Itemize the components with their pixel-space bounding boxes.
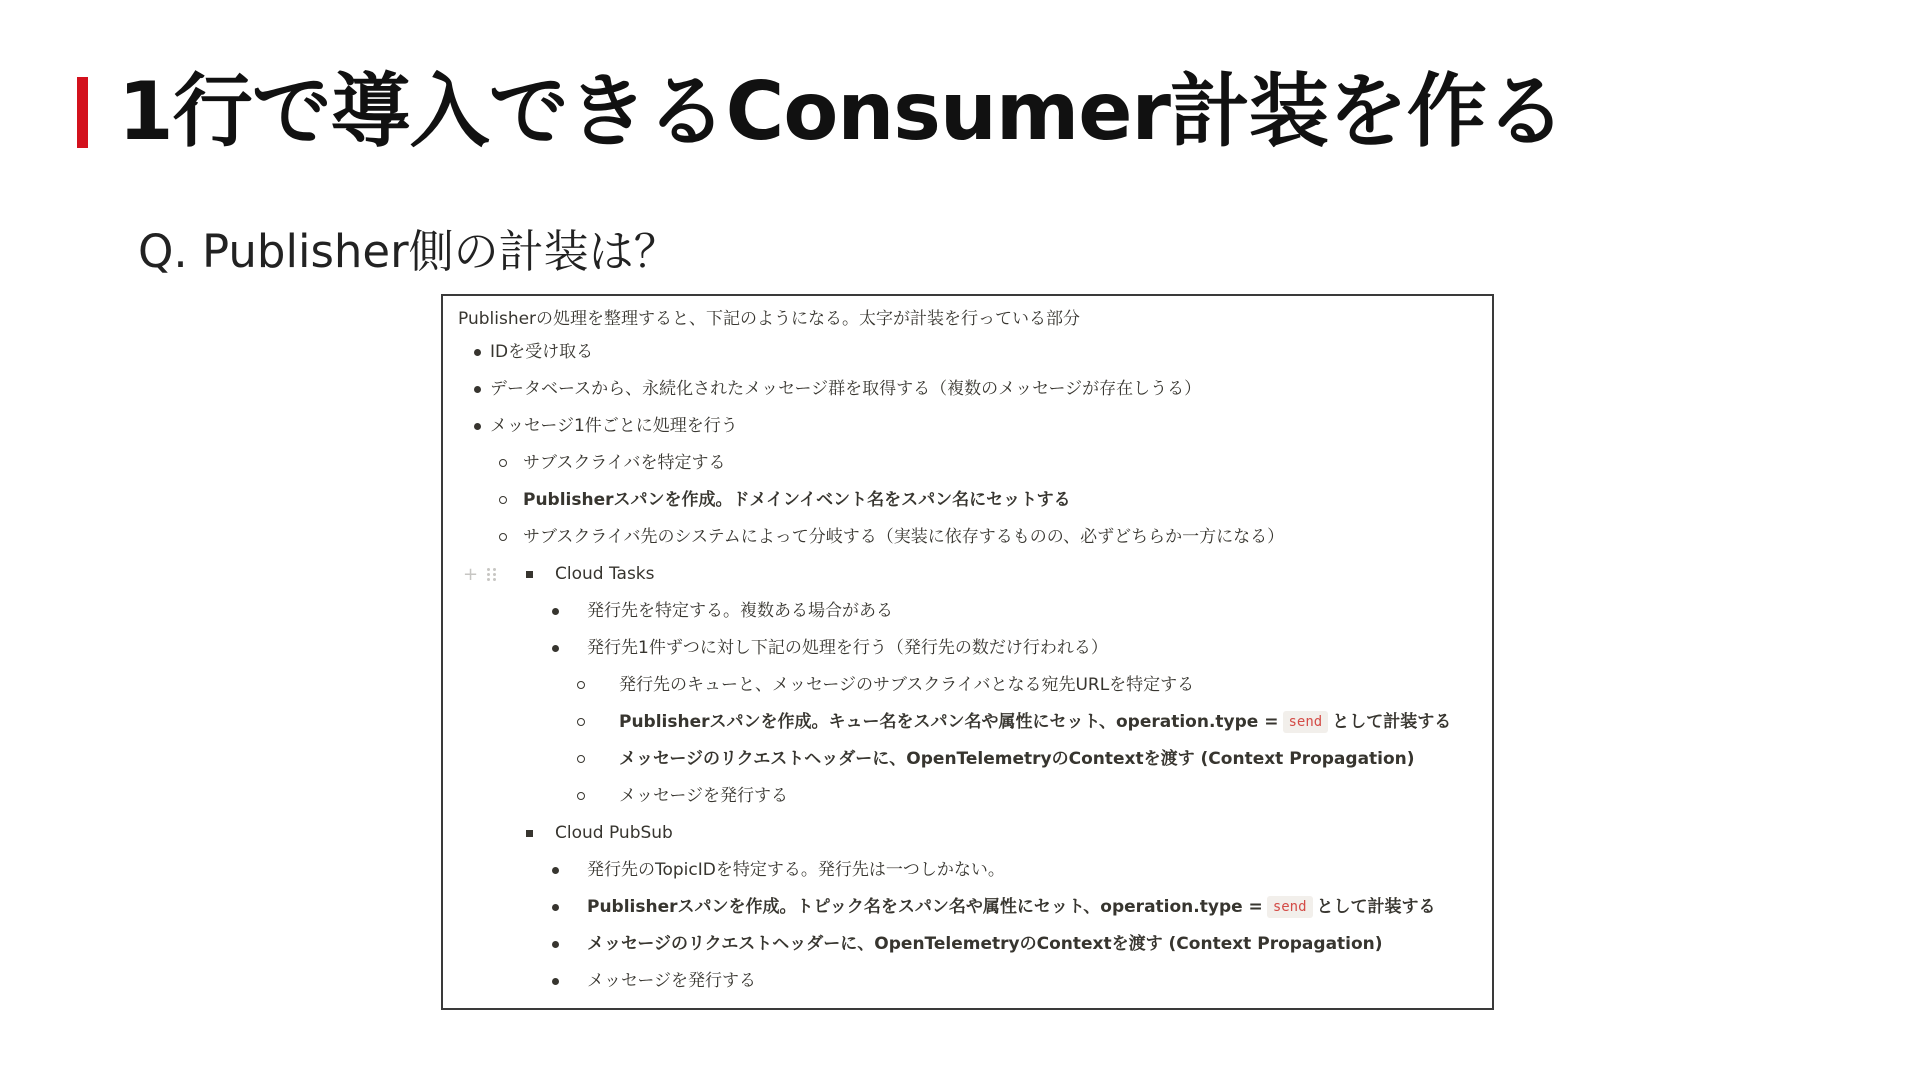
list-item-text [587,926,1383,963]
list-item-text [523,445,725,482]
bullet-circle-icon [573,667,589,704]
list-item-text [619,778,788,815]
list-item-label: 発行先のキューと、メッセージのサブスクライバとなる宛先URLを特定する [619,675,1195,695]
inline-code: send [1283,711,1329,733]
list-item-text [523,519,1284,556]
drag-handle-icon[interactable] [487,568,497,582]
list-item-text [587,630,1108,667]
list-item [443,556,1492,593]
list-item [443,519,1492,556]
bullet-disc-icon [547,963,563,1000]
list-item-text [555,556,655,593]
list-item-label: Publisherスパンを作成。ドメインイベント名をスパン名にセットする [523,490,1071,510]
title-accent-bar [77,77,88,148]
bullet-circle-icon [573,704,589,741]
bullet-circle-icon [495,519,511,556]
list-item [443,778,1492,815]
bullet-circle-icon [573,741,589,778]
list-item [443,667,1492,704]
question-heading: Q. Publisher側の計装は？ [138,225,679,278]
list-item [443,926,1492,963]
list-item-text [490,408,738,445]
document-screenshot [441,294,1494,1010]
bullet-circle-icon [573,778,589,815]
bullet-circle-icon [495,482,511,519]
bullet-square-icon [521,556,537,593]
list-item-label: サブスクライバ先のシステムによって分岐する（実装に依存するものの、必ずどちらか一方になる） [523,527,1285,547]
bullet-disc-icon [547,852,563,889]
list-item-label: メッセージのリクエストヘッダーに、OpenTelemetryのContextを渡す (Context Propagation) [587,934,1383,954]
list-item-label-suffix: として計装する [1316,897,1436,917]
bullet-disc-icon [547,593,563,630]
bullet-disc-icon [469,334,485,371]
bullet-disc-icon [547,926,563,963]
list-item-text [523,482,1071,519]
list-item-label: メッセージを発行する [587,971,756,991]
list-item-label: Publisherスパンを作成。キュー名をスパン名や属性にセット、operation.type = [619,712,1279,732]
plus-icon[interactable]: + [463,564,479,585]
list-item [443,630,1492,667]
list-item [443,815,1492,852]
block-handle[interactable] [463,556,507,593]
list-item [443,704,1492,741]
bullet-disc-icon [469,371,485,408]
list-item-label: データベースから、永続化されたメッセージ群を取得する（複数のメッセージが存在しうる） [490,379,1202,399]
list-item-text [587,852,1005,889]
list-item-label: Cloud PubSub [555,823,673,843]
list-item [443,852,1492,889]
bullet-disc-icon [547,630,563,667]
list-item-text [619,704,1451,741]
list-item [443,963,1492,1000]
list-item [443,889,1492,926]
list-item-label: 発行先を特定する。複数ある場合がある [587,601,893,621]
list-item [443,371,1492,408]
list-item [443,593,1492,630]
list-item [443,741,1492,778]
list-item-label: 発行先1件ずつに対し下記の処理を行う（発行先の数だけ行われる） [587,638,1108,658]
list-item-label: Cloud Tasks [555,564,655,584]
list-item-label: メッセージのリクエストヘッダーに、OpenTelemetryのContextを渡す (Context Propagation) [619,749,1415,769]
list-item-text [587,963,756,1000]
bullet-list [443,334,1492,1000]
list-item-label-suffix: として計装する [1332,712,1452,732]
list-item-label: IDを受け取る [490,342,594,362]
list-item-label: Publisherスパンを作成。トピック名をスパン名や属性にセット、operation.type = [587,897,1263,917]
bullet-disc-icon [547,889,563,926]
list-item [443,334,1492,371]
list-item-label: 発行先のTopicIDを特定する。発行先は一つしかない。 [587,860,1005,880]
list-item-label: サブスクライバを特定する [523,453,726,473]
list-item-text [587,593,893,630]
list-item-text [490,334,593,371]
document-intro: Publisherの処理を整理すると、下記のようになる。太字が計装を行っている部分 [458,309,1081,329]
bullet-square-icon [521,815,537,852]
bullet-disc-icon [469,408,485,445]
list-item-text [490,371,1201,408]
list-item-label: メッセージ1件ごとに処理を行う [490,416,738,436]
list-item-text [587,889,1436,926]
slide-title: 1行で導入できるConsumer計装を作る [118,65,1565,158]
bullet-circle-icon [495,445,511,482]
list-item-text [555,815,673,852]
inline-code: send [1267,896,1313,918]
list-item [443,408,1492,445]
list-item-label: メッセージを発行する [619,786,788,806]
list-item-text [619,741,1415,778]
list-item [443,482,1492,519]
list-item-text [619,667,1194,704]
list-item [443,445,1492,482]
